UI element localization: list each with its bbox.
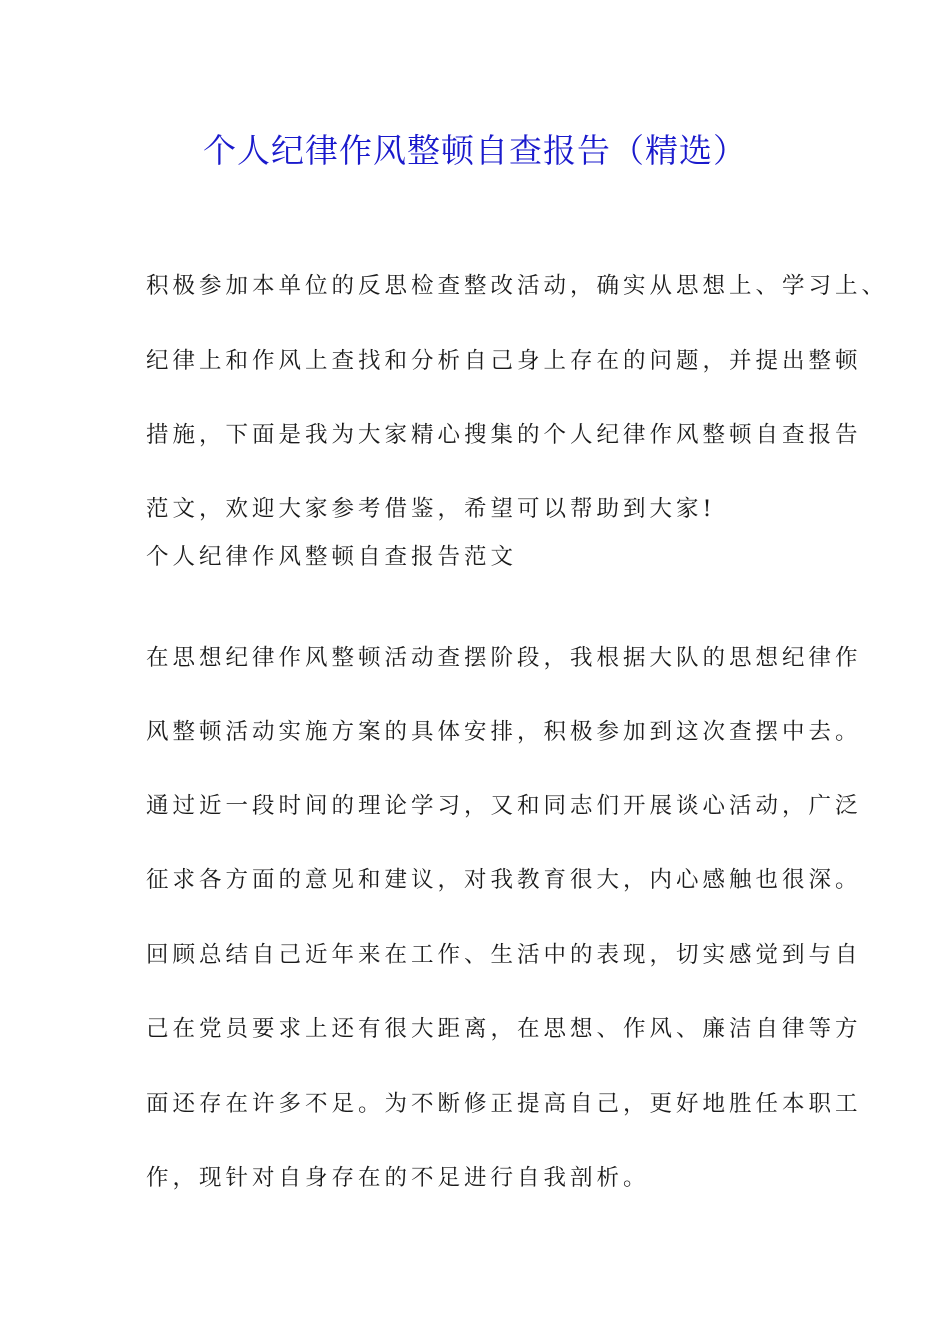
intro-line: 范文，欢迎大家参考借鉴，希望可以帮助到大家! (146, 496, 716, 522)
body-line: 回顾总结自己近年来在工作、生活中的表现，切实感觉到与自 (146, 942, 862, 968)
intro-line: 积极参加本单位的反思检查整改活动，确实从思想上、学习上、 (146, 273, 889, 299)
intro-line: 措施，下面是我为大家精心搜集的个人纪律作风整顿自查报告 (146, 422, 862, 448)
body-line: 在思想纪律作风整顿活动查摆阶段，我根据大队的思想纪律作 (146, 645, 862, 671)
body-line: 面还存在许多不足。为不断修正提高自己，更好地胜任本职工 (146, 1091, 862, 1117)
document-title: 个人纪律作风整顿自查报告（精选） (203, 131, 747, 170)
body-line: 通过近一段时间的理论学习，又和同志们开展谈心活动，广泛 (146, 793, 862, 819)
section-heading: 个人纪律作风整顿自查报告范文 (146, 544, 518, 570)
body-line: 风整顿活动实施方案的具体安排，积极参加到这次查摆中去。 (146, 719, 862, 745)
body-line: 己在党员要求上还有很大距离，在思想、作风、廉洁自律等方 (146, 1016, 862, 1042)
body-line: 作，现针对自身存在的不足进行自我剖析。 (146, 1165, 650, 1191)
body-line: 征求各方面的意见和建议，对我教育很大，内心感触也很深。 (146, 867, 862, 893)
intro-line: 纪律上和作风上查找和分析自己身上存在的问题，并提出整顿 (146, 348, 862, 374)
